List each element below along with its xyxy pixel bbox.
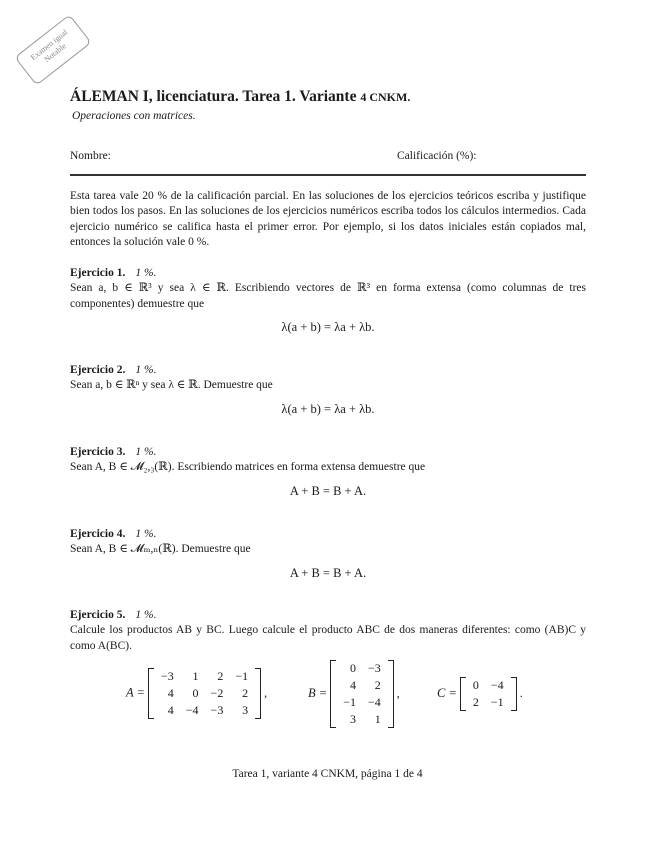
exercise-2-text: Sean a, b ∈ ℝⁿ y sea λ ∈ ℝ. Demuestre que — [70, 379, 273, 392]
title-variant: 4 CNKM. — [360, 90, 411, 104]
exercise-4-head: Ejercicio 4. — [70, 528, 126, 540]
matrix-a-cell: 1 — [192, 669, 199, 683]
grade-label: Calificación (%): — [397, 150, 477, 162]
exercise-2-equation: λ(a + b) = λa + λb. — [281, 402, 375, 416]
matrix-b-cell: −4 — [367, 695, 381, 709]
matrix-b-label: B = — [308, 685, 328, 700]
matrix-a-cell: −3 — [210, 703, 224, 717]
page-subtitle: Operaciones con matrices. — [72, 110, 196, 122]
exercise-3-equation: A + B = B + A. — [289, 484, 367, 498]
exercise-1-equation: λ(a + b) = λa + λb. — [281, 320, 375, 334]
matrix-c-block — [437, 677, 523, 711]
matrix-a-cell: 3 — [242, 703, 249, 717]
matrix-a-cell: −3 — [160, 669, 174, 683]
matrix-c-cell: 2 — [472, 695, 479, 709]
exercise-3-head: Ejercicio 3. — [70, 446, 126, 458]
intro-paragraph: Esta tarea vale 20 % de la calificación parcial. En las soluciones de los ejercicios teóricos escriba y justifique bien todos los pasos. En las soluciones de los ejercicios numéricos escriba todos los cálculos intermedios. Cada ejercicio numérico se califica hasta el primer error. Por ejemplo, si los datos iniciales están copiados mal, entonces la solución vale 0 %. — [70, 190, 586, 248]
page-footer: Tarea 1, variante 4 CNKM, página 1 de 4 — [232, 768, 423, 780]
matrix-c-cell: −1 — [490, 695, 504, 709]
matrix-b-cell: 1 — [374, 712, 381, 726]
matrix-b — [330, 660, 394, 728]
matrix-a — [148, 668, 261, 719]
title-main: ÁLEMAN I, licenciatura. Tarea 1. Variante — [70, 88, 357, 105]
matrix-a-row — [155, 702, 254, 719]
exercise-3-pct: 1 %. — [135, 446, 157, 458]
matrix-a-cell: 0 — [192, 686, 199, 700]
exercise-5 — [70, 608, 586, 654]
matrix-a-cell: −1 — [235, 669, 249, 683]
matrix-a-block — [126, 668, 267, 719]
matrix-c-row — [467, 694, 510, 711]
exercise-1-pct: 1 %. — [135, 267, 157, 279]
matrix-b-block — [308, 660, 400, 728]
exercise-3-text: Sean A, B ∈ 𝓜₂,₃(ℝ). Escribiendo matrices en forma extensa demuestre que — [70, 461, 426, 474]
header-rule — [70, 174, 586, 176]
notable-stamp: Examen igual Notable — [14, 14, 91, 85]
exercise-1-head: Ejercicio 1. — [70, 267, 126, 279]
matrix-a-cell: 2 — [217, 669, 224, 683]
exercise-2 — [70, 363, 586, 394]
matrix-c-cell: 0 — [472, 678, 479, 692]
exercise-5-pct: 1 %. — [135, 609, 157, 621]
matrix-b-cell: 0 — [349, 661, 356, 675]
matrix-b-row — [337, 694, 387, 711]
matrix-b-row — [337, 660, 387, 677]
matrix-a-label: A = — [126, 685, 145, 700]
matrix-a-sep: , — [264, 685, 268, 700]
page-title — [70, 88, 410, 106]
matrix-c-sep: . — [519, 685, 523, 700]
exercise-5-head: Ejercicio 5. — [70, 609, 126, 621]
exercise-2-head: Ejercicio 2. — [70, 364, 126, 376]
matrix-b-cell: −3 — [367, 661, 381, 675]
exercise-4-pct: 1 %. — [135, 528, 157, 540]
matrix-a-cell: 4 — [167, 703, 174, 717]
matrix-a-row — [155, 685, 254, 702]
matrix-a-cell: 4 — [167, 686, 174, 700]
matrix-a-cell: −2 — [210, 686, 224, 700]
name-label: Nombre: — [70, 150, 111, 162]
matrix-c — [460, 677, 517, 711]
matrix-a-cell: −4 — [185, 703, 199, 717]
matrix-a-cell: 2 — [242, 686, 249, 700]
exercise-5-text: Calcule los productos AB y BC. Luego calcule el producto ABC de dos maneras diferentes: como (AB)C y como A(BC). — [70, 624, 586, 652]
matrix-c-label: C = — [437, 685, 457, 700]
exercise-1 — [70, 266, 586, 312]
matrix-c-row — [467, 677, 510, 694]
exercise-4 — [70, 527, 586, 558]
exercise-4-equation: A + B = B + A. — [289, 566, 367, 580]
exercise-1-text: Sean a, b ∈ ℝ³ y sea λ ∈ ℝ. Escribiendo vectores de ℝ³ en forma extensa (como columnas de tres componentes) demuestre que — [70, 282, 586, 310]
matrix-b-cell: 3 — [349, 712, 356, 726]
exercise-3 — [70, 445, 586, 476]
matrix-b-row — [337, 677, 387, 694]
matrix-b-cell: −1 — [343, 695, 356, 709]
matrix-a-row — [155, 668, 254, 685]
exercise-4-text: Sean A, B ∈ 𝓜ₘ,ₙ(ℝ). Demuestre que — [70, 543, 251, 556]
matrix-b-row — [337, 711, 387, 728]
matrix-b-cell: 4 — [349, 678, 356, 692]
exercise-2-pct: 1 %. — [135, 364, 157, 376]
matrix-b-sep: , — [396, 685, 400, 700]
matrix-b-cell: 2 — [374, 678, 381, 692]
matrix-c-cell: −4 — [490, 678, 504, 692]
